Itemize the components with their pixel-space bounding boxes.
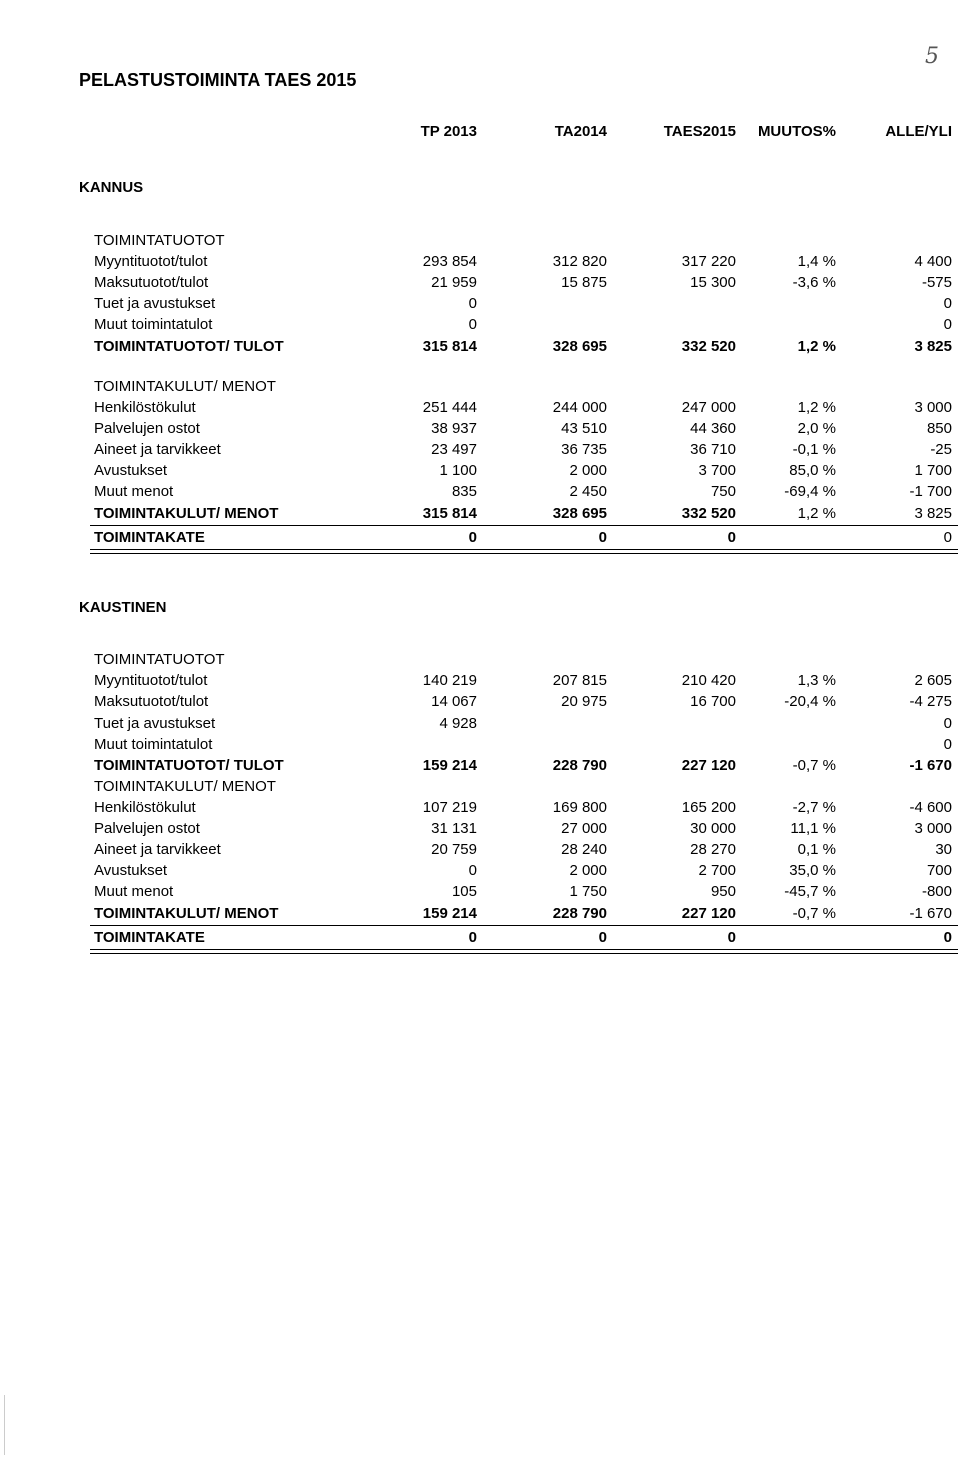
table-cell: 4 928 bbox=[439, 715, 477, 732]
table-cell: 30 bbox=[935, 841, 952, 858]
row-label: Avustukset bbox=[94, 462, 168, 479]
table-cell: -4 275 bbox=[909, 693, 952, 710]
table-cell: 328 695 bbox=[552, 338, 607, 355]
table-row bbox=[0, 714, 960, 734]
table-cell: 1,4 % bbox=[797, 253, 836, 270]
table-row bbox=[0, 315, 960, 335]
table-cell: 27 000 bbox=[561, 820, 607, 837]
table-cell: 950 bbox=[710, 883, 736, 900]
table-cell: 0 bbox=[727, 929, 736, 946]
table-cell: 210 420 bbox=[681, 672, 736, 689]
table-cell: 30 000 bbox=[690, 820, 736, 837]
table-cell: 332 520 bbox=[681, 338, 736, 355]
table-cell: -69,4 % bbox=[784, 483, 836, 500]
table-cell: 23 497 bbox=[431, 441, 477, 458]
section-heading-kaustinen bbox=[0, 598, 960, 618]
table-cell: 31 131 bbox=[431, 820, 477, 837]
table-cell: 21 959 bbox=[431, 274, 477, 291]
row-label: TOIMINTAKATE bbox=[94, 929, 205, 946]
table-row bbox=[0, 294, 960, 314]
table-cell: 850 bbox=[926, 420, 952, 437]
total-row-kulut bbox=[0, 904, 960, 924]
table-cell: 1,3 % bbox=[797, 672, 836, 689]
table-cell: 2 605 bbox=[914, 672, 952, 689]
table-row bbox=[0, 273, 960, 293]
table-row bbox=[0, 798, 960, 818]
table-cell: 36 735 bbox=[561, 441, 607, 458]
table-cell: 3 825 bbox=[914, 338, 952, 355]
table-row bbox=[0, 861, 960, 881]
table-cell: 3 825 bbox=[914, 505, 952, 522]
row-label: TOIMINTAKULUT/ MENOT bbox=[94, 505, 279, 522]
table-row bbox=[0, 840, 960, 860]
table-cell: 0 bbox=[468, 929, 477, 946]
table-cell: 105 bbox=[451, 883, 477, 900]
table-cell: 2 000 bbox=[569, 462, 607, 479]
table-cell: 315 814 bbox=[422, 338, 477, 355]
table-cell: 228 790 bbox=[552, 757, 607, 774]
table-cell: 835 bbox=[451, 483, 477, 500]
table-cell: 28 240 bbox=[561, 841, 607, 858]
col-header-ta2014: TA2014 bbox=[554, 123, 607, 140]
table-cell: 1 700 bbox=[914, 462, 952, 479]
row-label: Muut toimintatulot bbox=[94, 316, 213, 333]
table-cell: 332 520 bbox=[681, 505, 736, 522]
table-cell: 20 975 bbox=[561, 693, 607, 710]
table-cell: 317 220 bbox=[681, 253, 736, 270]
table-cell: -575 bbox=[921, 274, 952, 291]
row-label: TOIMINTATUOTOT/ TULOT bbox=[94, 338, 284, 355]
table-cell: -1 670 bbox=[909, 757, 952, 774]
table-cell: 15 875 bbox=[561, 274, 607, 291]
table-row bbox=[0, 735, 960, 755]
table-row bbox=[0, 671, 960, 691]
subheading-tuotot bbox=[0, 650, 960, 670]
table-cell: 0 bbox=[727, 529, 736, 546]
table-cell: 159 214 bbox=[422, 905, 477, 922]
table-cell: 0 bbox=[468, 862, 477, 879]
table-cell: 0 bbox=[943, 929, 952, 946]
table-cell: 159 214 bbox=[422, 757, 477, 774]
table-cell: 4 400 bbox=[914, 253, 952, 270]
column-header-row bbox=[0, 122, 960, 142]
row-label: TOIMINTAKATE bbox=[94, 529, 205, 546]
col-header-muutos: MUUTOS% bbox=[757, 123, 836, 140]
table-cell: -0,1 % bbox=[792, 441, 836, 458]
table-cell: 20 759 bbox=[431, 841, 477, 858]
col-header-tp2013: TP 2013 bbox=[420, 123, 477, 140]
table-cell: 244 000 bbox=[552, 399, 607, 416]
table-row bbox=[0, 882, 960, 902]
table-cell: -1 700 bbox=[909, 483, 952, 500]
table-cell: -800 bbox=[921, 883, 952, 900]
row-label: Tuet ja avustukset bbox=[94, 295, 216, 312]
table-cell: -1 670 bbox=[909, 905, 952, 922]
section-heading-kannus bbox=[0, 178, 960, 198]
separator-line bbox=[90, 925, 958, 926]
row-label: Henkilöstökulut bbox=[94, 399, 196, 416]
table-cell: 227 120 bbox=[681, 905, 736, 922]
row-label: Muut menot bbox=[94, 483, 174, 500]
double-underline bbox=[90, 549, 958, 554]
total-row-katte bbox=[0, 528, 960, 548]
row-label: Tuet ja avustukset bbox=[94, 715, 216, 732]
table-cell: 0 bbox=[943, 529, 952, 546]
row-label: Maksutuotot/tulot bbox=[94, 693, 209, 710]
subheading-kulut bbox=[0, 377, 960, 397]
table-cell: 15 300 bbox=[690, 274, 736, 291]
row-label: Maksutuotot/tulot bbox=[94, 274, 209, 291]
double-underline bbox=[90, 949, 958, 954]
row-label: TOIMINTATUOTOT/ TULOT bbox=[94, 757, 284, 774]
table-cell: 293 854 bbox=[422, 253, 477, 270]
total-row-tuotot bbox=[0, 337, 960, 357]
row-label: TOIMINTAKULUT/ MENOT bbox=[94, 905, 279, 922]
row-label: Myyntituotot/tulot bbox=[94, 253, 208, 270]
table-cell: 1,2 % bbox=[797, 399, 836, 416]
table-cell: 107 219 bbox=[422, 799, 477, 816]
table-cell: 312 820 bbox=[552, 253, 607, 270]
table-cell: 2 000 bbox=[569, 862, 607, 879]
document-title: PELASTUSTOIMINTA TAES 2015 bbox=[79, 70, 357, 90]
table-cell: -0,7 % bbox=[792, 905, 836, 922]
handwritten-page-number: 5 bbox=[925, 44, 939, 69]
table-cell: 43 510 bbox=[561, 420, 607, 437]
table-cell: -20,4 % bbox=[784, 693, 836, 710]
table-cell: 207 815 bbox=[552, 672, 607, 689]
table-cell: 251 444 bbox=[422, 399, 477, 416]
table-cell: 28 270 bbox=[690, 841, 736, 858]
table-cell: 3 000 bbox=[914, 820, 952, 837]
table-cell: 700 bbox=[926, 862, 952, 879]
table-cell: 1,2 % bbox=[797, 338, 836, 355]
table-cell: 0 bbox=[943, 715, 952, 732]
row-label: Muut menot bbox=[94, 883, 174, 900]
table-cell: 0 bbox=[468, 529, 477, 546]
total-row-tuotot bbox=[0, 756, 960, 776]
row-label: Henkilöstökulut bbox=[94, 799, 196, 816]
separator-line bbox=[90, 525, 958, 526]
subheading-kulut bbox=[0, 777, 960, 797]
table-cell: -45,7 % bbox=[784, 883, 836, 900]
table-cell: 1 100 bbox=[439, 462, 477, 479]
table-cell: 38 937 bbox=[431, 420, 477, 437]
table-cell: 2,0 % bbox=[797, 420, 836, 437]
table-cell: -3,6 % bbox=[792, 274, 836, 291]
row-label: TOIMINTAKULUT/ MENOT bbox=[94, 778, 276, 795]
table-cell: 85,0 % bbox=[789, 462, 836, 479]
row-label: TOIMINTATUOTOT bbox=[94, 651, 225, 668]
total-row-katte bbox=[0, 928, 960, 948]
table-cell: 16 700 bbox=[690, 693, 736, 710]
table-cell: 328 695 bbox=[552, 505, 607, 522]
table-cell: 228 790 bbox=[552, 905, 607, 922]
table-cell: 750 bbox=[710, 483, 736, 500]
table-row bbox=[0, 461, 960, 481]
table-cell: 11,1 % bbox=[790, 820, 836, 837]
table-cell: -4 600 bbox=[909, 799, 952, 816]
table-cell: 0 bbox=[598, 529, 607, 546]
table-cell: -2,7 % bbox=[792, 799, 836, 816]
table-row bbox=[0, 252, 960, 272]
table-cell: 0,1 % bbox=[797, 841, 836, 858]
scan-edge-mark bbox=[4, 1395, 5, 1455]
table-cell: 169 800 bbox=[552, 799, 607, 816]
table-cell: 3 700 bbox=[698, 462, 736, 479]
row-label: Palvelujen ostot bbox=[94, 420, 200, 437]
subheading-tuotot bbox=[0, 231, 960, 251]
row-label: Aineet ja tarvikkeet bbox=[94, 441, 221, 458]
row-label: Aineet ja tarvikkeet bbox=[94, 841, 221, 858]
table-cell: 0 bbox=[468, 316, 477, 333]
table-cell: 14 067 bbox=[431, 693, 477, 710]
table-row bbox=[0, 419, 960, 439]
table-cell: 0 bbox=[598, 929, 607, 946]
row-label: KAUSTINEN bbox=[79, 599, 167, 616]
row-label: Palvelujen ostot bbox=[94, 820, 200, 837]
table-row bbox=[0, 692, 960, 712]
table-cell: 0 bbox=[943, 316, 952, 333]
table-cell: 36 710 bbox=[690, 441, 736, 458]
col-header-taes2015: TAES2015 bbox=[663, 123, 736, 140]
table-cell: 315 814 bbox=[422, 505, 477, 522]
table-cell: 3 000 bbox=[914, 399, 952, 416]
row-label: Muut toimintatulot bbox=[94, 736, 213, 753]
row-label: Avustukset bbox=[94, 862, 168, 879]
table-cell: 227 120 bbox=[681, 757, 736, 774]
table-cell: -25 bbox=[930, 441, 952, 458]
table-cell: 1,2 % bbox=[797, 505, 836, 522]
row-label: Myyntituotot/tulot bbox=[94, 672, 208, 689]
table-cell: 2 450 bbox=[569, 483, 607, 500]
row-label: KANNUS bbox=[79, 179, 144, 196]
table-cell: 1 750 bbox=[569, 883, 607, 900]
table-cell: 2 700 bbox=[698, 862, 736, 879]
table-row bbox=[0, 398, 960, 418]
row-label: TOIMINTAKULUT/ MENOT bbox=[94, 378, 276, 395]
table-cell: 247 000 bbox=[681, 399, 736, 416]
table-row bbox=[0, 482, 960, 502]
table-cell: 35,0 % bbox=[789, 862, 836, 879]
table-cell: -0,7 % bbox=[792, 757, 836, 774]
row-label: TOIMINTATUOTOT bbox=[94, 232, 225, 249]
table-cell: 165 200 bbox=[681, 799, 736, 816]
table-cell: 0 bbox=[943, 295, 952, 312]
table-row bbox=[0, 440, 960, 460]
table-cell: 0 bbox=[943, 736, 952, 753]
table-cell: 140 219 bbox=[422, 672, 477, 689]
col-header-alle-yli: ALLE/YLI bbox=[885, 123, 952, 140]
table-row bbox=[0, 819, 960, 839]
total-row-kulut bbox=[0, 504, 960, 524]
table-cell: 44 360 bbox=[690, 420, 736, 437]
table-cell: 0 bbox=[468, 295, 477, 312]
